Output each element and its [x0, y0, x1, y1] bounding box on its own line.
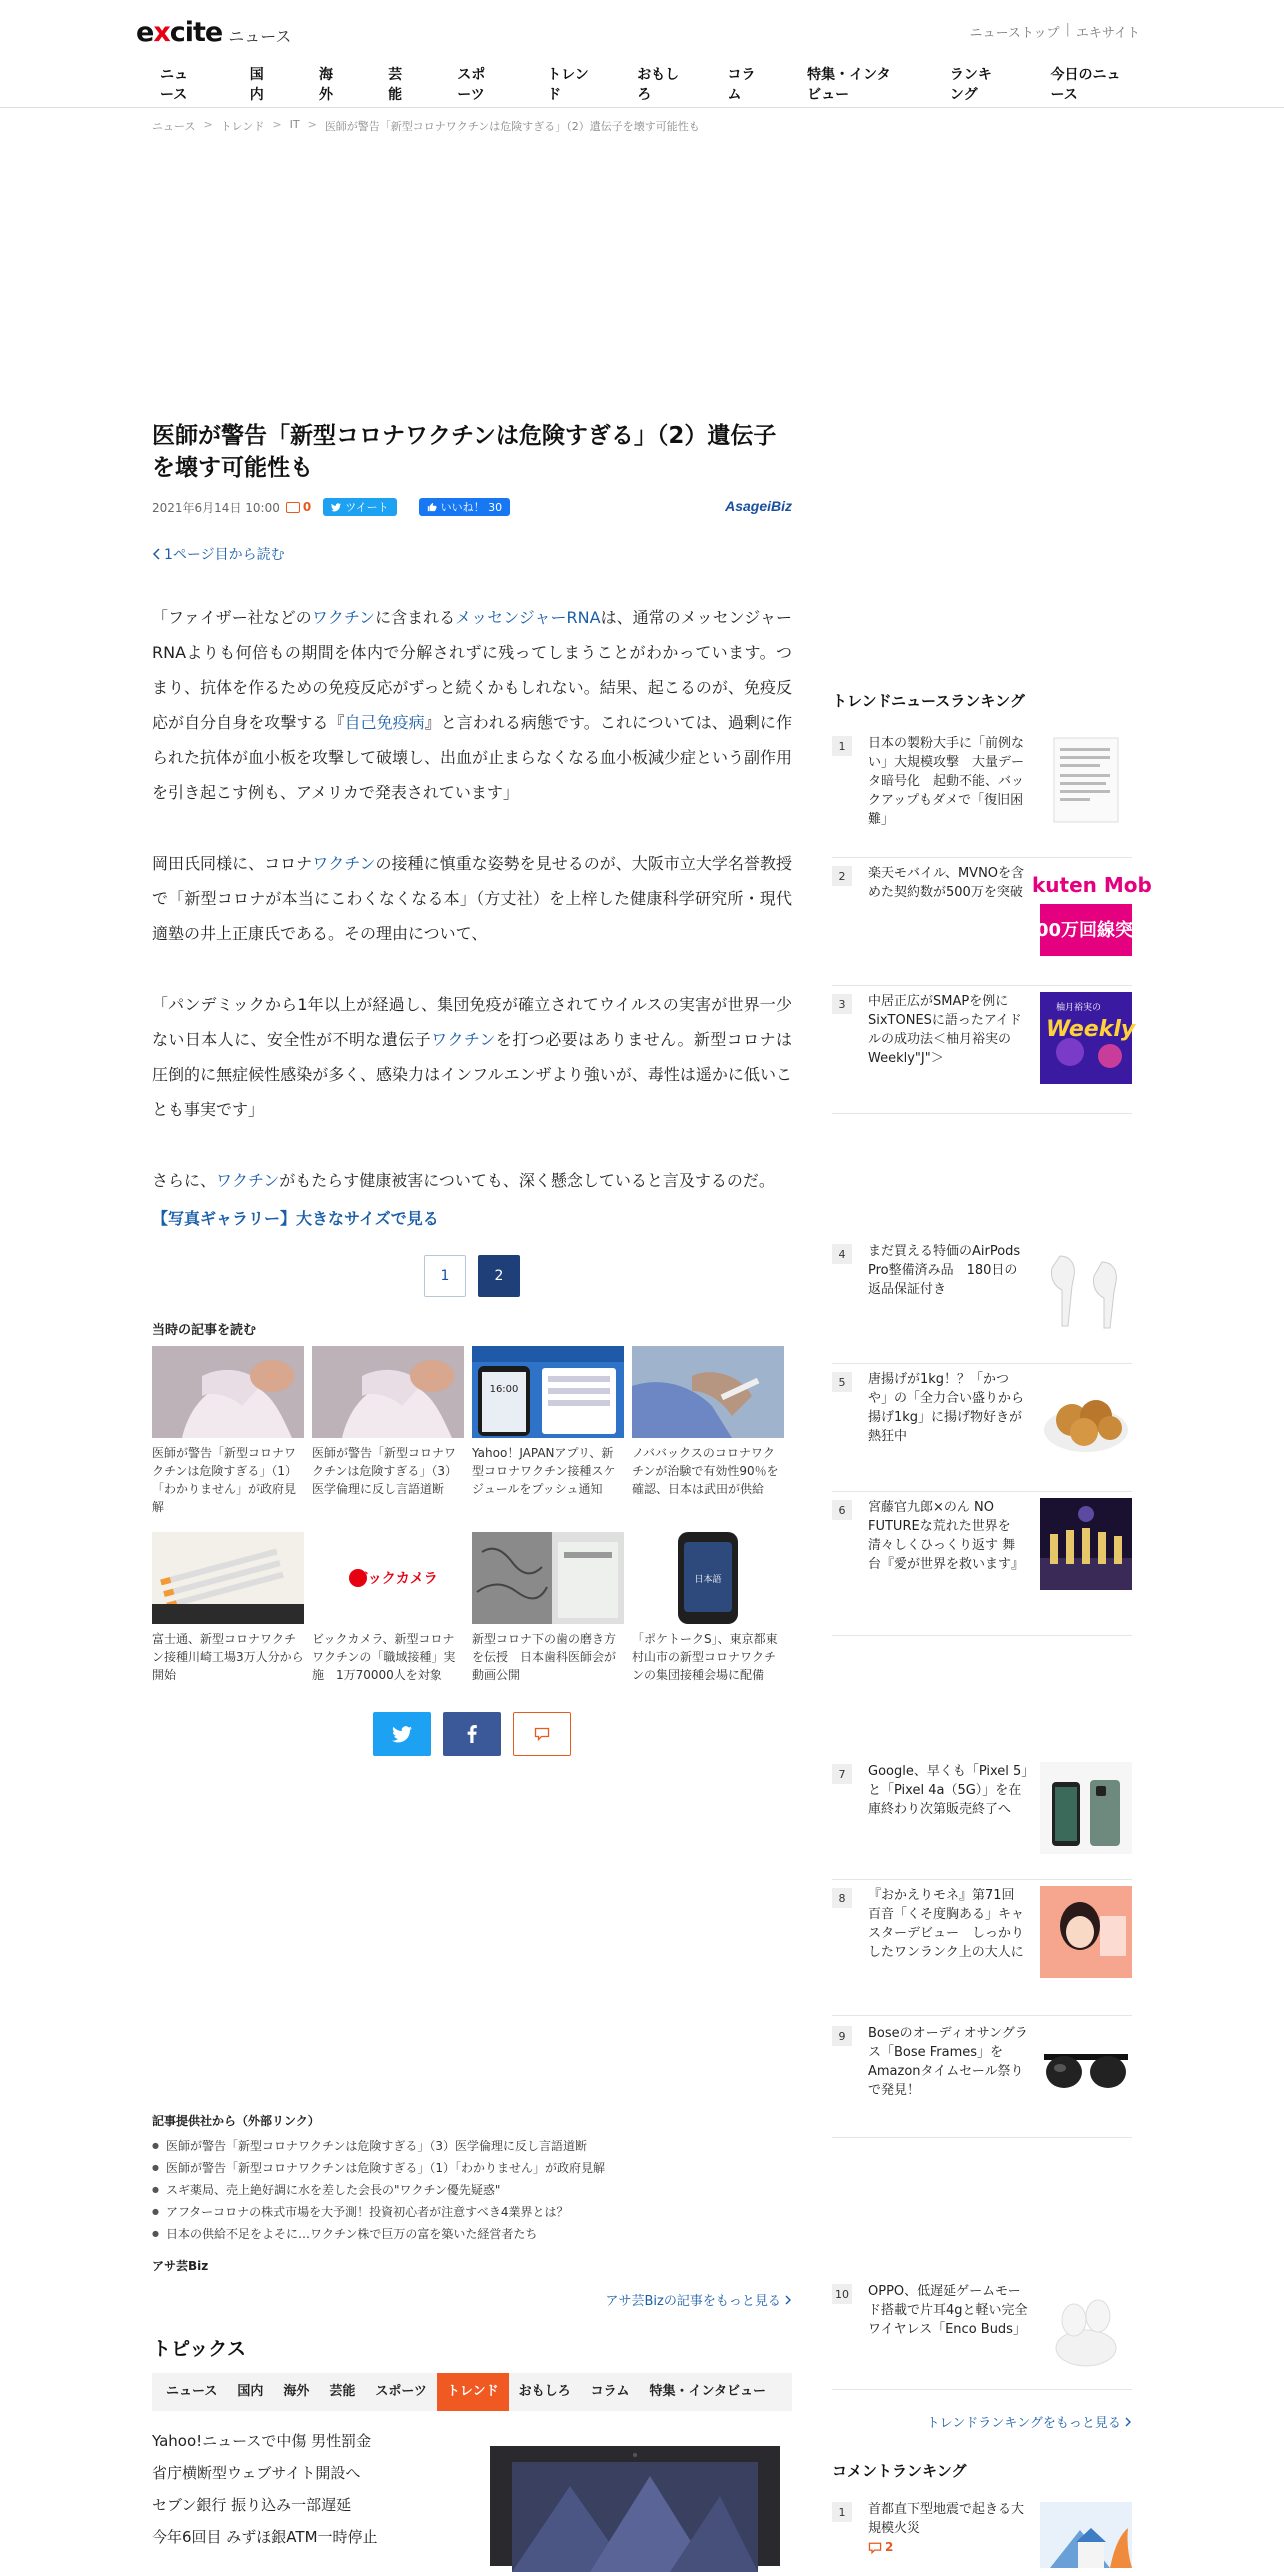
- nav-item-4[interactable]: スポーツ: [457, 67, 486, 103]
- provider-link[interactable]: ● 日本の供給不足をよそに…ワクチン株で巨万の富を築いた経営者たち: [152, 2223, 792, 2245]
- article-paragraph: [152, 987, 792, 1127]
- svg-text:00万回線突破: 00万回線突破: [1036, 920, 1152, 941]
- related-article-thumbnail: [632, 1532, 784, 1624]
- breadcrumb-item[interactable]: ニュース: [152, 120, 196, 133]
- breadcrumb-item: 医師が警告「新型コロナワクチンは危険すぎる」（2）遺伝子を壊す可能性も: [324, 120, 700, 133]
- topic-item[interactable]: 今年6回目 みずほ銀ATM一時停止: [152, 2528, 378, 2546]
- related-article-card[interactable]: [152, 1346, 304, 1516]
- paragraph-text: を打つ必要はありません。新型コロナは圧倒的に無症候性感染が多く、感染力はインフルエンザより強いが、毒性は遥かに低いことも事実です」: [152, 1030, 792, 1119]
- article-paragraph: [152, 846, 792, 951]
- comment-icon: [868, 2542, 882, 2554]
- breadcrumb: [152, 118, 700, 134]
- page-1-button[interactable]: 1: [424, 1255, 466, 1297]
- paragraph-text: の接種に慎重な姿勢を見せるのが、大阪市立大学名誉教授で「新型コロナが本当にこわくなくなる本」（方丈社）を上梓した健康科学研究所・現代適塾の井上正康氏である。その理由について、: [152, 854, 792, 943]
- keyword-link[interactable]: ワクチン: [312, 854, 376, 873]
- paragraph-text: 』と言われる病態です。これについては、過剰に作られた抗体が血小板を攻撃して破壊し、出血が止まらなくなる血小板減少症という副作用を引き起こす例も、アメリカで発表されています」: [152, 713, 793, 802]
- topic-tab[interactable]: スポーツ: [375, 2384, 427, 2399]
- related-article-caption: Yahoo！JAPANアプリ、新型コロナワクチン接種スケジュールをプッシュ通知: [472, 1446, 616, 1496]
- breadcrumb-item[interactable]: トレンド: [220, 120, 265, 133]
- related-article-card[interactable]: [152, 1532, 304, 1684]
- breadcrumb-separator: >: [203, 118, 213, 131]
- trend-ranking-item[interactable]: [832, 732, 1132, 858]
- topic-tab[interactable]: おもしろ: [518, 2384, 571, 2399]
- rank-number: 10: [832, 2284, 852, 2304]
- keyword-link[interactable]: メッセンジャーRNA: [455, 608, 601, 627]
- twitter-icon: [392, 1726, 412, 1743]
- trend-ranking-item[interactable]: [832, 862, 1152, 986]
- nav-item-2[interactable]: 海外: [318, 67, 333, 103]
- topics-tabs: [152, 2373, 792, 2411]
- nav-item-3[interactable]: 芸能: [388, 67, 403, 103]
- like-label: いいね！ 30: [440, 501, 503, 514]
- nav-item-5[interactable]: トレンド: [547, 67, 589, 103]
- article-body: [152, 600, 792, 1198]
- provider-heading: 記事提供社から（外部リンク）: [152, 2114, 320, 2128]
- related-article-caption: ノババックスのコロナワクチンが治験で有効性90％を確認、日本は武田が供給: [632, 1446, 779, 1496]
- thumbs-up-icon: [427, 502, 437, 512]
- trend-ranking-item[interactable]: [832, 2022, 1132, 2138]
- top-link-excite[interactable]: エキサイト: [1075, 26, 1140, 41]
- topic-tab[interactable]: コラム: [590, 2384, 630, 2399]
- keyword-link[interactable]: ワクチン: [216, 1171, 280, 1190]
- keyword-link[interactable]: ワクチン: [431, 1030, 496, 1049]
- rank-number: 3: [832, 994, 852, 1014]
- svg-text:日本語: 日本語: [694, 1575, 722, 1585]
- trend-ranking-item[interactable]: [832, 1760, 1132, 1880]
- trend-ranking-text: 日本の製粉大手に「前例ない」大規模攻撃 大量データ暗号化 起動不能、バックアップもダメで「復旧困難」: [868, 736, 1025, 827]
- topic-tab[interactable]: 特集・インタビュー: [649, 2384, 766, 2399]
- trend-ranking-item[interactable]: [832, 1496, 1132, 1636]
- provider-link[interactable]: ● スギ薬局、売上絶好調に水を差した会長の"ワクチン優先疑惑": [152, 2179, 792, 2201]
- related-article-thumbnail: [312, 1346, 464, 1438]
- paragraph-text: さらに、: [152, 1171, 217, 1190]
- trend-ranking-text: 唐揚げが1kg！？「かつや」の「全力合い盛りから揚げ1kg」に揚げ物好きが熱狂中: [868, 1372, 1025, 1444]
- provider-link[interactable]: ● 医師が警告「新型コロナワクチンは危険すぎる」（3）医学倫理に反し言語道断: [152, 2135, 792, 2157]
- related-article-thumbnail: [152, 1346, 304, 1438]
- tablet-image: [490, 2446, 780, 2566]
- tweet-label: ツイート: [345, 501, 389, 514]
- top-link-separator: |: [1065, 22, 1070, 37]
- related-article-thumbnail: [472, 1532, 624, 1624]
- topic-tab[interactable]: 国内: [237, 2384, 264, 2399]
- related-article-caption: 富士通、新型コロナワクチン接種川崎工場3万人分から開始: [152, 1632, 304, 1682]
- global-nav: [136, 66, 1148, 102]
- rank-number: 1: [832, 736, 852, 756]
- rank-number: 8: [832, 1888, 852, 1908]
- logo-text: excite: [136, 16, 223, 48]
- topic-tab[interactable]: 海外: [283, 2384, 310, 2399]
- related-article-caption: 医師が警告「新型コロナワクチンは危険すぎる」（1）「わかりません」が政府見解: [152, 1446, 298, 1514]
- topic-item[interactable]: セブン銀行 振り込み一部遅延: [152, 2496, 352, 2514]
- trend-ranking-text: 楽天モバイル、MVNOを含めた契約数が500万を突破: [868, 866, 1025, 900]
- site-header: [0, 0, 1284, 108]
- nav-item-9[interactable]: ランキング: [949, 67, 992, 103]
- top-links: [970, 22, 1140, 41]
- topic-item[interactable]: Yahoo!ニュースで中傷 男性罰金: [152, 2432, 372, 2450]
- trend-ranking-item[interactable]: [832, 1884, 1132, 2016]
- related-heading: 当時の記事を読む: [152, 1323, 257, 1338]
- keyword-link[interactable]: ワクチン: [311, 608, 376, 627]
- paragraph-text: は、通常のメッセンジャーRNAよりも何倍もの期間を体内で分解されずに残ってしまうことがわかっています。つまり、抗体を作るための免疫反応がずっと続くかもしれない。結果、起こるのが、免疫反応が自分自身を攻撃する『: [152, 608, 793, 732]
- article-comment-count[interactable]: [286, 500, 311, 514]
- provider-list: [152, 2135, 792, 2245]
- paragraph-text: に含まれる: [375, 608, 456, 627]
- share-twitter-button[interactable]: [373, 1712, 431, 1756]
- provider-source-name: アサ芸Biz: [152, 2259, 209, 2273]
- trend-ranking-item[interactable]: [832, 990, 1136, 1114]
- trend-ranking-image: [1040, 992, 1136, 1084]
- keyword-link[interactable]: 自己免疫病: [344, 713, 425, 732]
- trend-ranking-image: [1040, 1886, 1132, 1978]
- paragraph-text: 「パンデミックから1年以上が経過し、集団免疫が確立されてウイルスの実害が世界一少ない日本人に、安全性が不明な遺伝子: [152, 995, 792, 1049]
- trend-ranking-more-link[interactable]: [832, 2412, 1132, 2431]
- trend-ranking-text: 宮藤官九郎×のん NO FUTUREな荒れた世界を清々しくひっくり返す 舞台『愛が世界を救います』: [868, 1500, 1025, 1572]
- site-logo[interactable]: [136, 14, 291, 50]
- related-article-thumbnail: [152, 1532, 304, 1624]
- provider-link[interactable]: ● アフターコロナの株式市場を大予測！投資初心者が注意すべき4業界とは？: [152, 2201, 792, 2223]
- trend-ranking-image: [1040, 1242, 1132, 1334]
- related-article-thumbnail: [312, 1532, 464, 1624]
- prev-page-label: 1ページ目から読む: [164, 547, 285, 563]
- nav-item-0[interactable]: ニュース: [160, 67, 188, 103]
- article-paragraph: [152, 1163, 792, 1198]
- comment-ranking-heading: コメントランキング: [832, 2462, 967, 2480]
- topic-image[interactable]: [490, 2446, 780, 2566]
- related-article-card[interactable]: [312, 1532, 464, 1684]
- comment-ranking-count-value: 2: [885, 2540, 894, 2554]
- article-comment-count-value: 0: [302, 500, 312, 514]
- trend-ranking-text: OPPO、低遅延ゲームモード搭載で片耳4gと軽い完全ワイヤレス「Enco Buds」: [868, 2284, 1028, 2337]
- comment-ranking-count: [868, 2538, 893, 2557]
- rank-number: 7: [832, 1764, 852, 1784]
- rank-number: 6: [832, 1500, 852, 1520]
- share-buttons: [152, 1712, 792, 1756]
- related-article-thumbnail: [472, 1346, 624, 1438]
- comment-icon: [286, 502, 300, 513]
- source-logo[interactable]: AsageiBiz: [725, 498, 792, 514]
- comment-ranking-text: 首都直下型地震で起きる大規模火災: [868, 2502, 1025, 2536]
- top-link-news[interactable]: ニューストップ: [969, 26, 1060, 41]
- topic-tab[interactable]: ニュース: [166, 2384, 218, 2399]
- rank-number: 5: [832, 1372, 852, 1392]
- paragraph-text: 岡田氏同様に、コロナ: [152, 854, 313, 873]
- comment-ranking-item[interactable]: [832, 2500, 1132, 2568]
- paragraph-text: 「ファイザー社などの: [152, 608, 312, 627]
- nav-item-7[interactable]: コラム: [727, 67, 756, 103]
- trend-ranking-heading: トレンドニュースランキング: [832, 692, 1025, 710]
- comment-icon: [534, 1727, 550, 1741]
- trend-ranking-image: [1040, 734, 1132, 826]
- provider-link[interactable]: ● 医師が警告「新型コロナワクチンは危険すぎる」（1）「わかりません」が政府見解: [152, 2157, 792, 2179]
- rank-number: 1: [832, 2502, 852, 2522]
- trend-ranking-more-label: トレンドランキングをもっと見る: [926, 2416, 1121, 2431]
- nav-item-8[interactable]: 特集・インタビュー: [807, 67, 891, 103]
- trend-ranking-text: 『おかえりモネ』第71回 百音「くそ度胸ある」キャスターデビュー しっかりしたワンランク上の大人に: [868, 1888, 1028, 1960]
- share-comment-button[interactable]: [513, 1712, 571, 1756]
- related-article-caption: 「ポケトークS」、東京都東村山市の新型コロナワクチンの集団接種会場に配備: [632, 1632, 778, 1682]
- trend-ranking-image: [1032, 864, 1152, 956]
- breadcrumb-separator: >: [307, 118, 317, 131]
- twitter-icon: [331, 503, 341, 512]
- trend-ranking-image: [1040, 1498, 1132, 1590]
- topic-tab[interactable]: 芸能: [329, 2384, 356, 2399]
- svg-text:Weekly: Weekly: [1046, 1017, 1136, 1042]
- article-title: 医師が警告「新型コロナワクチンは危険すぎる」（2）遺伝子を壊す可能性も: [152, 423, 777, 481]
- paragraph-text: がもたらす健康被害についても、深く懸念していると言及するのだ。: [279, 1171, 775, 1190]
- trend-ranking-item[interactable]: [832, 2280, 1132, 2390]
- trend-ranking-text: Google、早くも「Pixel 5」と「Pixel 4a（5G）」を在庫終わり次第販売終了へ: [868, 1764, 1028, 1817]
- svg-text:16:00: 16:00: [489, 1384, 519, 1395]
- article: [152, 420, 792, 1756]
- rank-number: 4: [832, 1244, 852, 1264]
- article-paragraph: [152, 600, 792, 810]
- nav-item-1[interactable]: 国内: [249, 67, 264, 103]
- trend-ranking-item[interactable]: [832, 1240, 1132, 1364]
- trend-ranking-image: [1040, 2282, 1132, 2374]
- trend-ranking-image: [1040, 2024, 1132, 2116]
- rank-number: 2: [832, 866, 852, 886]
- related-article-card[interactable]: [632, 1346, 784, 1516]
- topics-heading: トピックス: [152, 2338, 247, 2360]
- provider-more-label: アサ芸Bizの記事をもっと見る: [605, 2294, 781, 2309]
- breadcrumb-separator: >: [272, 118, 282, 131]
- topic-item[interactable]: 省庁横断型ウェブサイト開設へ: [152, 2464, 361, 2482]
- chevron-right-icon: [1125, 2417, 1132, 2427]
- rank-number: 9: [832, 2026, 852, 2046]
- article-date: 2021年6月14日 10:00: [152, 500, 280, 515]
- trend-ranking-text: Boseのオーディオサングラス「Bose Frames」をAmazonタイムセール祭りで発見！: [868, 2026, 1028, 2098]
- topic-tab[interactable]: トレンド: [437, 2373, 509, 2411]
- prev-page-link[interactable]: [152, 544, 792, 564]
- related-article-caption: ビックカメラ、新型コロナワクチンの「職域接種」実施 1万70000人を対象: [312, 1632, 456, 1682]
- provider-more-link[interactable]: [152, 2290, 792, 2309]
- related-article-card[interactable]: [472, 1532, 624, 1684]
- related-article-card[interactable]: [632, 1532, 784, 1684]
- pagination: [152, 1255, 792, 1297]
- related-article-card[interactable]: [472, 1346, 624, 1516]
- trend-ranking-image: [1040, 1762, 1132, 1854]
- trend-ranking-image: [1040, 1370, 1132, 1462]
- related-article-caption: 新型コロナ下の歯の磨き方を伝授 日本歯科医師会が動画公開: [472, 1632, 617, 1682]
- related-article-caption: 医師が警告「新型コロナワクチンは危険すぎる」（3）医学倫理に反し言語道断: [312, 1446, 458, 1496]
- comment-ranking-image: [1040, 2502, 1132, 2568]
- tweet-button[interactable]: [323, 498, 396, 516]
- trend-ranking-text: まだ買える特価のAirPods Pro整備済み品 180日の返品保証付き: [868, 1244, 1021, 1297]
- gallery-link[interactable]: 【写真ギャラリー】大きなサイズで見る: [152, 1209, 439, 1228]
- logo-subtitle: ニュース: [228, 26, 292, 46]
- like-button[interactable]: [419, 498, 511, 516]
- svg-text:柚月裕実の: 柚月裕実の: [1056, 1003, 1102, 1013]
- chevron-right-icon: [785, 2295, 792, 2305]
- svg-text:kuten Mob: kuten Mob: [1032, 873, 1152, 897]
- related-article-card[interactable]: [312, 1346, 464, 1516]
- breadcrumb-item[interactable]: IT: [289, 118, 300, 131]
- provider-links: [152, 2112, 792, 2309]
- related-article-thumbnail: [632, 1346, 784, 1438]
- svg-text:ビックカメラ: ビックカメラ: [354, 1571, 438, 1587]
- facebook-icon: [467, 1725, 477, 1743]
- nav-item-6[interactable]: おもしろ: [637, 67, 680, 103]
- page-2-button[interactable]: 2: [478, 1255, 520, 1297]
- trend-ranking-item[interactable]: [832, 1368, 1132, 1492]
- trend-ranking-text: 中居正広がSMAPを例にSixTONESに語ったアイドルの成功法＜柚月裕実のWeekly"J"＞: [868, 994, 1022, 1066]
- article-meta: [152, 496, 792, 518]
- nav-item-10[interactable]: 今日のニュース: [1050, 67, 1121, 103]
- chevron-left-icon: [152, 548, 160, 560]
- related-grid: [152, 1346, 792, 1684]
- topics-section: [152, 2334, 792, 2553]
- share-facebook-button[interactable]: [443, 1712, 501, 1756]
